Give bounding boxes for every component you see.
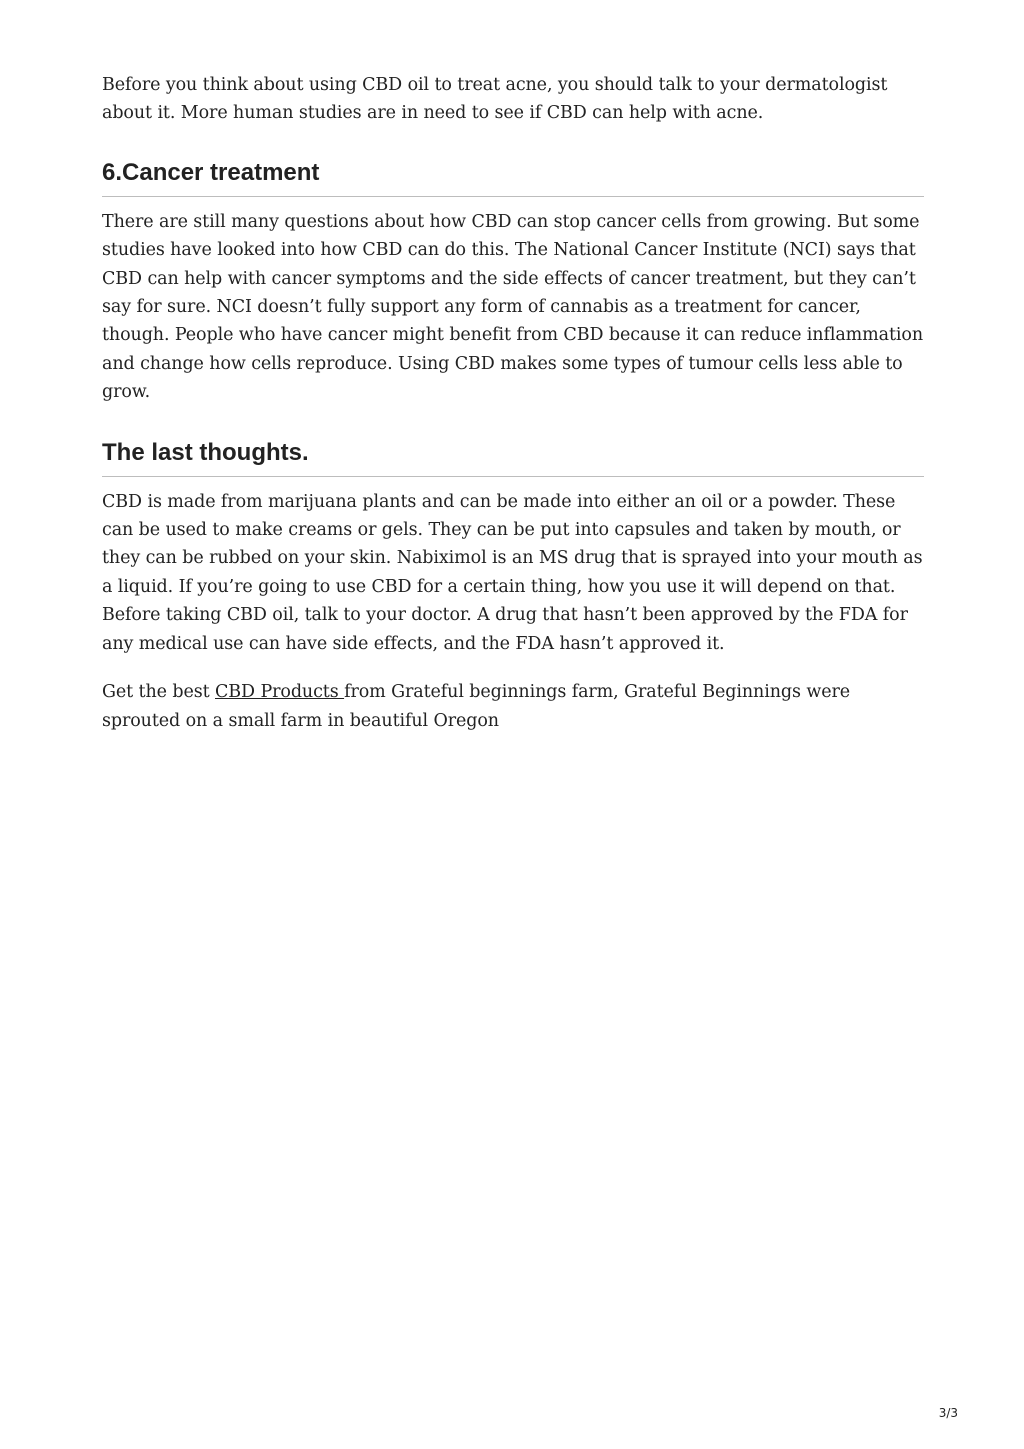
cancer-treatment-paragraph: There are still many questions about how CBD can stop cancer cells from growing. But some studies have looked into how CBD can do this. The National Cancer Institute (NCI) says that CBD can help with cancer symptoms and the side effects of cancer treatment, but they can’t say for sure. NCI doesn’t fully support any form of cannabis as a treatment for cancer, though. People who have cancer might benefit from CBD because it can reduce inflammation and change how cells reproduce. Using CBD makes some types of tumour cells less able to grow.	[102, 211, 924, 403]
page-number: 3/3	[938, 1406, 958, 1420]
closing-paragraph	[102, 678, 924, 735]
section-heading-cancer-treatment: 6.Cancer treatment	[102, 158, 924, 197]
closing-prefix: Get the best	[102, 682, 215, 703]
last-thoughts-paragraph: CBD is made from marijuana plants and can be made into either an oil or a powder. These can be used to make creams or gels. They can be put into capsules and taken by mouth, or they can be rubbed on your skin. Nabiximol is an MS drug that is sprayed into your mouth as a liquid. If you’re going to use CBD for a certain thing, how you use it will depend on that. Before taking CBD oil, talk to your doctor. A drug that hasn’t been approved by the FDA for any medical use can have side effects, and the FDA hasn’t approved it.	[102, 491, 923, 654]
intro-paragraph: Before you think about using CBD oil to treat acne, you should talk to your dermatologist about it. More human studies are in need to see if CBD can help with acne.	[102, 75, 888, 124]
cbd-products-link[interactable]: CBD Products	[215, 682, 345, 703]
section-heading-last-thoughts: The last thoughts.	[102, 438, 924, 477]
article-body	[102, 71, 924, 735]
closing-suffix: from Grateful beginnings farm, Grateful Beginnings were sprouted on a small farm in beautiful Oregon	[102, 682, 851, 731]
